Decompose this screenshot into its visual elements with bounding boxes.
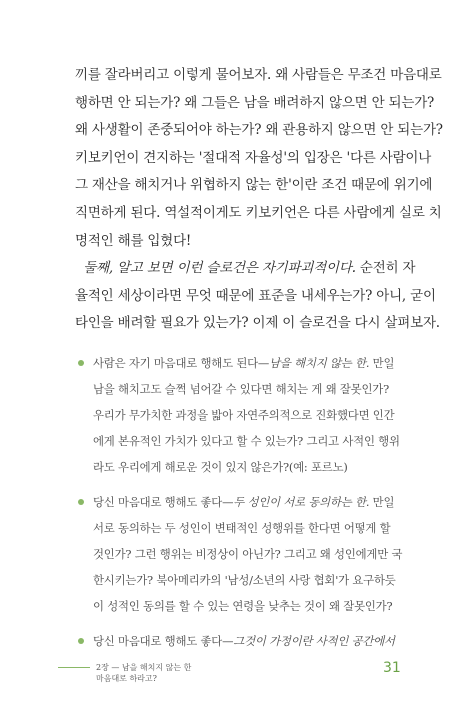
bullet-item xyxy=(75,489,415,619)
italic-phrase: 둘째, 알고 보면 이런 슬로건은 자기파괴적이다. xyxy=(83,260,356,276)
text-line: 직면하게 된다. 역설적이게도 키보키언은 다른 사람에게 실로 치 xyxy=(75,204,442,221)
text-line: 행하면 안 되는가? 왜 그들은 남을 배려하지 않으면 안 되는가? xyxy=(75,94,435,111)
italic-phrase: 남을 해치지 않는 한. xyxy=(269,356,370,370)
text-line: 왜 사생활이 존중되어야 하는가? 왜 관용하지 않으면 안 되는가? xyxy=(75,122,443,139)
text-line xyxy=(93,489,415,515)
text-line: 끼를 잘라버리고 이렇게 물어보자. 왜 사람들은 무조건 마음대로 xyxy=(75,67,442,83)
text-line: 남을 해치고도 슬쩍 넘어갈 수 있다면 해치는 게 왜 잘못인가? xyxy=(93,382,389,396)
text-line: 이 성적인 동의를 할 수 있는 연령을 낮추는 것이 왜 잘못인가? xyxy=(93,599,393,613)
chapter-title: 2장 — 남을 해치지 않는 한 xyxy=(96,663,192,672)
text-line: 그 재산을 해치거나 위협하지 않는 한'이란 조건 때문에 위기에 xyxy=(75,177,433,194)
text-line: 한시키는가? 북아메리카의 '남성/소년의 사랑 협회'가 요구하듯 xyxy=(93,573,396,587)
text-line: 키보키언이 견지하는 '절대적 자율성'의 입장은 '다른 사람이나 xyxy=(75,149,432,166)
text-line: 율적인 세상이라면 무엇 때문에 표준을 내세우는가? 아니, 굳이 xyxy=(75,287,436,304)
bullet-dot-icon xyxy=(78,638,84,644)
chapter-subtitle: 마음대로 하라고? xyxy=(96,674,157,683)
text-line xyxy=(93,628,415,654)
text-fragment: 만일 xyxy=(369,356,395,370)
bullet-dot-icon xyxy=(78,360,84,366)
text-fragment: 사람은 자기 마음대로 행해도 된다— xyxy=(93,356,270,370)
text-line: 에게 본유적인 가치가 있다고 할 수 있는가? 그리고 사적인 행위 xyxy=(93,434,400,448)
text-line: 것인가? 그런 행위는 비정상이 아닌가? 그리고 왜 성인에게만 국 xyxy=(93,547,403,561)
text-line: 서로 동의하는 두 성인이 변태적인 성행위를 한다면 어떻게 할 xyxy=(93,521,391,535)
italic-phrase: 두 성인이 서로 동의하는 한. xyxy=(233,495,370,509)
text-fragment: 순전히 자 xyxy=(355,260,416,276)
page-number: 31 xyxy=(383,660,401,676)
text-line: 라도 우리에게 해로운 것이 있지 않은가?(예: 포르노) xyxy=(93,460,348,474)
text-line xyxy=(75,255,416,283)
text-line: 타인을 배려할 필요가 있는가? 이제 이 슬로건을 다시 살펴보자. xyxy=(75,315,440,332)
text-line: 명적인 해를 입혔다! xyxy=(75,232,192,249)
paragraph-1 xyxy=(75,62,443,255)
italic-phrase: 그것이 가정이란 사적인 공간에서 xyxy=(233,634,395,648)
text-fragment: 만일 xyxy=(369,495,395,509)
bullet-item xyxy=(75,628,415,654)
text-fragment: 당신 마음대로 행해도 좋다— xyxy=(93,634,234,648)
text-line: 우리가 무가치한 과정을 밟아 자연주의적으로 진화했다면 인간 xyxy=(93,408,395,422)
paragraph-2 xyxy=(75,255,440,338)
running-footer xyxy=(96,662,191,684)
text-line xyxy=(93,350,415,376)
text-fragment: 당신 마음대로 행해도 좋다— xyxy=(93,495,234,509)
footer-divider xyxy=(58,667,90,668)
bullet-list xyxy=(75,350,415,654)
bullet-dot-icon xyxy=(78,499,84,505)
bullet-item xyxy=(75,350,415,480)
